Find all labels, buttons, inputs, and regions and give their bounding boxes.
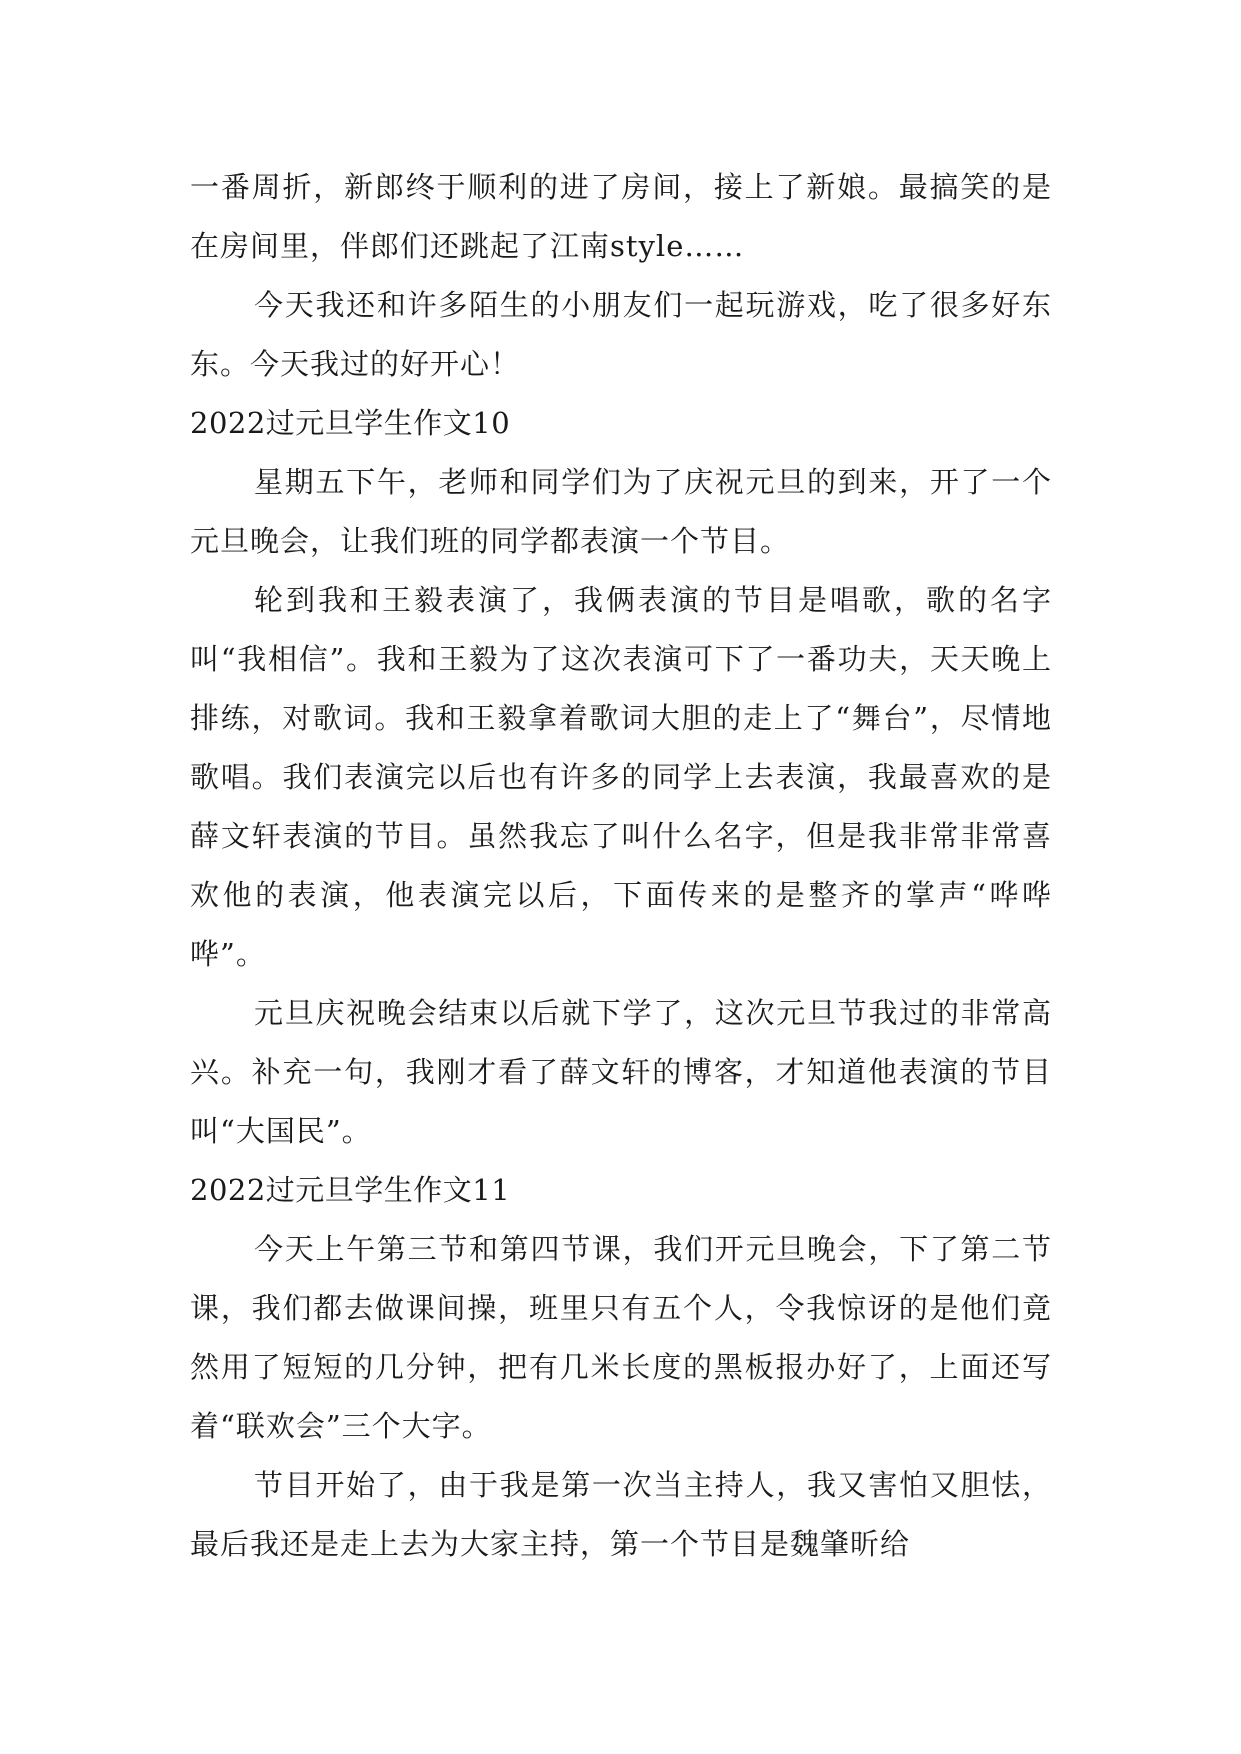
paragraph: 今天上午第三节和第四节课，我们开元旦晚会，下了第二节课，我们都去做课间操，班里只有五个人，令我惊讶的是他们竟然用了短短的几分钟，把有几米长度的黑板报办好了，上面还写着“联欢会”三个大字。 — [190, 1232, 1052, 1443]
paragraph: 元旦庆祝晚会结束以后就下学了，这次元旦节我过的非常高兴。补充一句，我刚才看了薛文轩的博客，才知道他表演的节目叫“大国民”。 — [190, 996, 1052, 1148]
paragraph: 一番周折，新郎终于顺利的进了房间，接上了新娘。最搞笑的是在房间里，伴郎们还跳起了江南style…… — [190, 170, 1052, 263]
paragraph: 星期五下午，老师和同学们为了庆祝元旦的到来，开了一个元旦晚会，让我们班的同学都表演一个节目。 — [190, 465, 1052, 558]
document-page — [190, 158, 1052, 1574]
paragraph: 节目开始了，由于我是第一次当主持人，我又害怕又胆怯，最后我还是走上去为大家主持，第一个节目是魏肇昕给 — [190, 1468, 1052, 1561]
section-heading: 2022过元旦学生作文11 — [190, 1173, 511, 1207]
paragraph: 轮到我和王毅表演了，我俩表演的节目是唱歌，歌的名字叫“我相信”。我和王毅为了这次表演可下了一番功夫，天天晚上排练，对歌词。我和王毅拿着歌词大胆的走上了“舞台”，尽情地歌唱。我们表演完以后也有许多的同学上去表演，我最喜欢的是薛文轩表演的节目。虽然我忘了叫什么名字，但是我非常非常喜欢他的表演，他表演完以后，下面传来的是整齐的掌声“哗哗哗”。 — [190, 583, 1052, 971]
paragraph: 今天我还和许多陌生的小朋友们一起玩游戏，吃了很多好东东。今天我过的好开心！ — [190, 288, 1052, 381]
section-heading: 2022过元旦学生作文10 — [190, 406, 511, 440]
